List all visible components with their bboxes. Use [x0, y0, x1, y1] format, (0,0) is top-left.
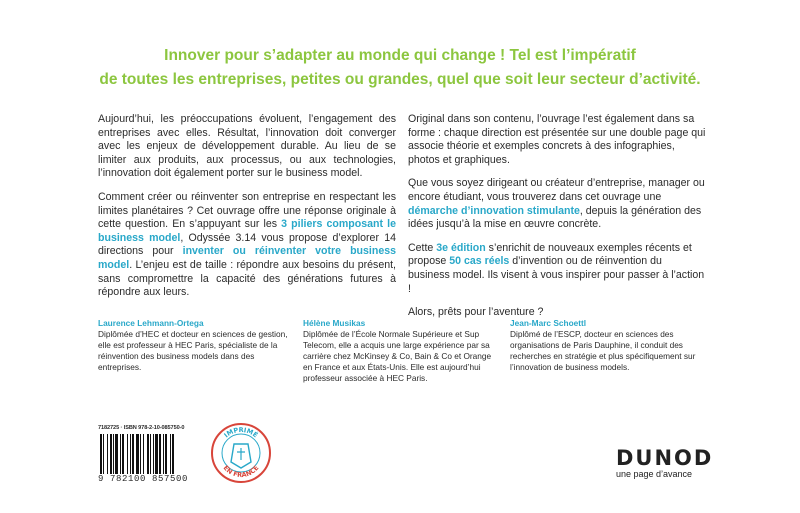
left-column: [98, 113, 396, 310]
right-paragraph-4: Alors, prêts pour l’aventure ?: [408, 306, 544, 319]
barcode-bar: [165, 434, 167, 474]
barcode-bar: [172, 434, 174, 474]
right-p2-text-a: Que vous soyez dirigeant ou créateur d’entreprise, manager ou encore étudiant, vous trouverez dans cet ouvrage une: [408, 177, 705, 203]
barcode-bar: [159, 434, 161, 474]
author-1-name: Laurence Lehmann-Ortega: [98, 318, 204, 328]
right-p3-text-b: s’enrichit de nouveaux exemples récents et propose: [408, 241, 692, 268]
right-paragraph-3: [408, 242, 706, 296]
barcode-bar: [120, 434, 121, 474]
left-p2-highlight-1: 3 piliers composant le business model: [98, 218, 396, 244]
left-p2-text-a: Comment créer ou réinventer son entreprise en respectant les limites planétaires ? Cet ouvrage offre une réponse originale à cette question. En s’appuyant sur les: [98, 190, 396, 231]
barcode-bar: [155, 434, 158, 474]
barcode-bar: [163, 434, 164, 474]
right-paragraph-1: Original dans son contenu, l’ouvrage l’est également dans sa forme : chaque direction est présentée sur une double page qui associe théorie et exemples concrets à des infographies, photos et graphiques.: [408, 113, 706, 166]
right-p3-highlight-2: 50 cas réels: [449, 255, 510, 268]
barcode-bars: [98, 434, 203, 474]
barcode-bar: [132, 434, 134, 474]
barcode-bar: [143, 434, 144, 474]
ean-number: 9 782100 857500: [98, 474, 189, 484]
left-paragraph-2: [98, 191, 396, 300]
author-3-bio: Diplômé de l’ESCP, docteur en sciences des organisations de Paris Dauphine, il conduit des recherches en stratégie et plus spécifiquement sur l’innovation de business models.: [510, 329, 696, 372]
author-1: [98, 318, 293, 373]
barcode-bar: [107, 434, 108, 474]
right-p3-text-c: d’invention ou de réinvention du business model. Ils visent à vous inspirer pour passer à l’action !: [408, 255, 705, 295]
author-3-name: Jean-Marc Schoettl: [510, 318, 587, 328]
author-3: [510, 318, 705, 373]
barcode-bar: [150, 434, 151, 474]
barcode-bar: [113, 434, 114, 474]
imprime-en-france-seal-icon: [210, 422, 272, 484]
right-p3-text-a: Cette: [408, 241, 437, 254]
headline-line-2: de toutes les entreprises, petites ou grandes, quel que soit leur secteur d’activité.: [99, 71, 701, 88]
barcode-bar: [103, 434, 104, 474]
right-column: [408, 113, 706, 330]
right-p2-highlight: démarche d’innovation stimulante: [408, 204, 580, 217]
barcode-bar: [153, 434, 154, 474]
left-p2-text-b: , Odyssée 3.14 vous propose d’explorer 14 directions pour: [98, 231, 396, 258]
author-2-bio: Diplômée de l’École Normale Supérieure et Sup Telecom, elle a acquis une large expérience par sa carrière chez McKinsey & Co, Bain & Co et Orange en France et aux États-Unis. Elle est aujourd’hui professeur associée à HEC Paris.: [303, 329, 492, 383]
seal-bottom-text: EN FRANCE: [221, 463, 261, 480]
author-2-name: Hélène Musikas: [303, 318, 366, 328]
barcode: [98, 425, 203, 485]
publisher-tagline: une page d’avance: [616, 469, 693, 479]
publisher-logo: DUNOD: [616, 446, 714, 470]
barcode-bar: [140, 434, 141, 474]
headline: [60, 44, 740, 92]
barcode-bar: [110, 434, 112, 474]
left-p2-text-c: . L’enjeu est de taille : répondre aux besoins du présent, sans compromettre la capacité des générations futures à répondre aux leurs.: [98, 258, 396, 299]
barcode-bar: [122, 434, 124, 474]
isbn-line: 7182725 · ISBN 978-2-10-085750-0: [98, 425, 185, 431]
author-1-bio: Diplômée d’HEC et docteur en sciences de gestion, elle est professeur à HEC Paris, spécialiste de la réinvention des business models dans des entreprises.: [98, 329, 288, 372]
left-p2-highlight-2: inventer ou réinventer votre business model: [98, 245, 396, 271]
barcode-bar: [136, 434, 139, 474]
right-p2-text-b: , depuis la génération des idées jusqu’à la mise en œuvre concrète.: [408, 204, 702, 231]
left-paragraph-1: Aujourd’hui, les préoccupations évoluent, l’engagement des entreprises avec elles. Résultat, l’innovation doit converger avec les enjeux de développement durable. Au lieu de se limiter aux produits, aux processus, ou aux technologies, l’innovation doit également porter sur le business model.: [98, 113, 396, 180]
barcode-bar: [115, 434, 118, 474]
headline-line-1: Innover pour s’adapter au monde qui change ! Tel est l’impératif: [164, 47, 636, 64]
barcode-bar: [147, 434, 149, 474]
barcode-bar: [170, 434, 171, 474]
author-2: [303, 318, 498, 384]
publisher: [616, 447, 713, 479]
barcode-bar: [127, 434, 128, 474]
right-paragraph-2: [408, 177, 706, 231]
seal-top-text: IMPRIMÉ: [222, 425, 260, 440]
barcode-bar: [100, 434, 102, 474]
barcode-bar: [130, 434, 131, 474]
right-p3-highlight-1: 3e édition: [436, 241, 486, 254]
